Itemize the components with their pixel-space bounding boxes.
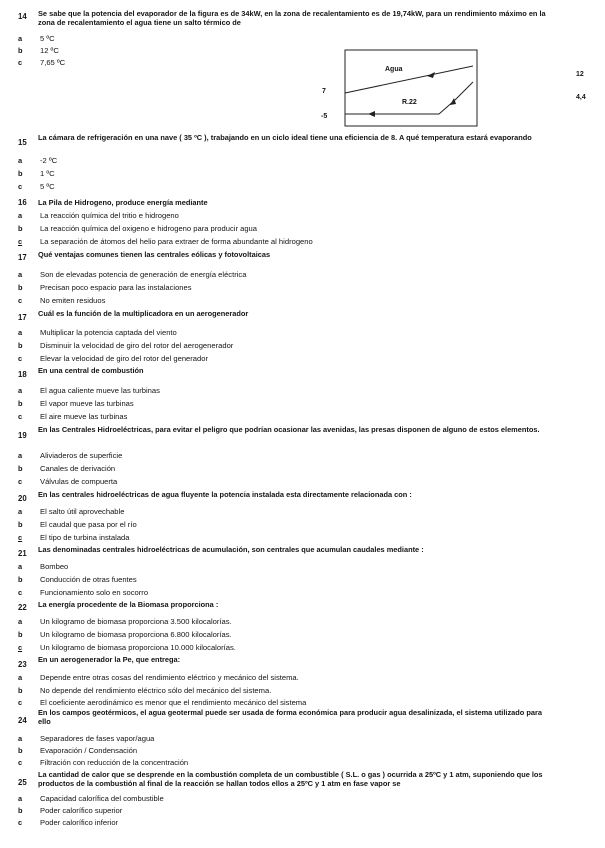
option-text: Multiplicar la potencia captada del viento [40,328,177,337]
answer-option [18,224,558,234]
question-number: 18 [18,370,27,379]
option-text: Válvulas de compuerta [40,477,118,486]
option-text: Separadores de fases vapor/agua [40,734,155,743]
option-letter: b [18,686,23,695]
option-text: No emiten residuos [40,296,106,305]
option-letter: c [18,477,23,486]
option-letter: a [18,617,23,626]
option-letter: c [18,354,23,363]
answer-option [18,562,558,572]
option-text: El aire mueve las turbinas [40,412,128,421]
answer-option [18,630,558,640]
option-text: El vapor mueve las turbinas [40,399,134,408]
question-number: 25 [18,778,27,787]
tick-label-bottom: -5 [321,113,328,120]
refrigerant-label: R.22 [402,99,417,106]
answer-option [18,296,558,306]
margin-note: 4,4 [576,94,586,101]
question-text: La energía procedente de la Biomasa proporciona : [38,600,219,609]
answer-option [18,575,558,585]
option-letter: c [18,588,23,597]
question-text: En una central de combustión [38,366,144,375]
answer-option [18,818,558,828]
option-text: 7,65 ºC [40,58,66,67]
answer-option [18,328,558,338]
diagram-frame [345,50,477,126]
answer-option [18,283,558,293]
option-text: -2 ºC [40,156,58,165]
question-number: 16 [18,198,27,207]
option-text: La separación de átomos del helio para extraer de forma abundante al hidrogeno [40,237,313,246]
answer-option [18,341,558,351]
answer-option [18,507,558,517]
option-letter: b [18,630,23,639]
option-letter: a [18,156,23,165]
answer-option [18,533,558,543]
question-number: 14 [18,12,27,21]
answer-option [18,734,558,744]
option-text: El salto útil aprovechable [40,507,125,516]
option-text: Capacidad calorífica del combustible [40,794,164,803]
option-letter: a [18,507,23,516]
option-letter: a [18,562,23,571]
option-text: Evaporación / Condensación [40,746,138,755]
answer-option [18,643,558,653]
question-text: Se sabe que la potencia del evaporador de la figura es de 34kW, en la zona de recalentamiento es de 19,74kW, para un rendimiento máximo en la zona de recalentamiento el agua tiene un salto térmico de [38,9,546,27]
question-text: Qué ventajas comunes tienen las centrales eólicas y fotovoltaicas [38,250,271,259]
option-text: El agua caliente mueve las turbinas [40,386,160,395]
option-text: Elevar la velocidad de giro del rotor del generador [40,354,209,363]
option-letter: b [18,399,23,408]
water-line [345,66,473,93]
question-number: 23 [18,660,27,669]
option-text: Bombeo [40,562,69,571]
answer-option [18,520,558,530]
option-letter: c [18,643,23,652]
question-number: 22 [18,603,27,612]
option-text: Un kilogramo de biomasa proporciona 10.000 kilocalorías. [40,643,236,652]
option-text: Filtración con reducción de la concentración [40,758,189,767]
option-text: 5 ºC [40,182,55,191]
question-text: En las centrales hidroeléctricas de agua fluyente la potencia instalada esta directamente relacionada con : [38,490,412,499]
question-text: Las denominadas centrales hidroeléctricas de acumulación, son centrales que acumulan caudales mediante : [38,545,424,554]
answer-option [18,169,558,179]
option-text: Disminuir la velocidad de giro del rotor del aerogenerador [40,341,234,350]
option-text: No depende del rendimiento eléctrico sólo del mecánico del sistema. [40,686,272,695]
answer-option [18,477,558,487]
answer-option [18,464,558,474]
option-text: 1 ºC [40,169,55,178]
option-text: Poder calorífico superior [40,806,123,815]
answer-option [18,386,558,396]
answer-option [18,270,558,280]
option-text: El tipo de turbina instalada [40,533,130,542]
option-letter: a [18,34,23,43]
option-letter: b [18,46,23,55]
question-number: 17 [18,253,27,262]
question-number: 15 [18,138,27,147]
option-letter: c [18,698,23,707]
option-letter: b [18,520,23,529]
option-text: Precisan poco espacio para las instalaciones [40,283,192,292]
question-text: La cámara de refrigeración en una nave ( 35 ºC ), trabajando en un ciclo ideal tiene una eficiencia de 8. A qué temperatura estará evaporando [38,133,532,142]
question-number: 24 [18,716,27,725]
option-letter: c [18,412,23,421]
answer-option [18,806,558,816]
refrigerant-rise-arrow-icon [450,98,456,105]
answer-option [18,451,558,461]
answer-option [18,211,558,221]
option-letter: c [18,182,23,191]
option-letter: c [18,237,23,246]
option-text: El caudal que pasa por el río [40,520,137,529]
option-letter: a [18,794,23,803]
option-letter: a [18,386,23,395]
question-number: 21 [18,549,27,558]
question-text: La cantidad de calor que se desprende en la combustión completa de un combustible ( S.L. o gas ) ocurrida a 25ºC y 1 atm, suponiendo que los productos de la combustión al final de la reacción se hallan todos ellos a 25ºC y 1 atm en fase vapor se [38,770,543,788]
answer-option [18,588,558,598]
option-letter: c [18,58,23,67]
answer-option [18,686,558,696]
option-text: Aliviaderos de superficie [40,451,123,460]
option-text: Un kilogramo de biomasa proporciona 3.500 kilocalorías. [40,617,232,626]
answer-option [18,354,558,364]
option-text: Poder calorífico inferior [40,818,119,827]
answer-option [18,182,558,192]
option-text: Canales de derivación [40,464,116,473]
option-letter: b [18,169,23,178]
answer-option [18,34,558,44]
answer-option [18,746,558,756]
option-text: La reacción química del oxigeno e hidrogeno para producir agua [40,224,257,233]
option-letter: b [18,575,23,584]
option-letter: c [18,758,23,767]
option-text: Son de elevadas potencia de generación de energía eléctrica [40,270,247,279]
option-letter: b [18,806,23,815]
question-number: 20 [18,494,27,503]
option-text: La reacción química del tritio e hidrogeno [40,211,179,220]
option-letter: b [18,341,23,350]
option-text: Depende entre otras cosas del rendimiento eléctrico y mecánico del sistema. [40,673,299,682]
option-letter: a [18,673,23,682]
answer-option [18,156,558,166]
option-letter: b [18,224,23,233]
evaporator-diagram-svg [335,48,480,130]
option-text: Funcionamiento solo en socorro [40,588,149,597]
option-letter: a [18,451,23,460]
tick-label-top: 7 [322,88,326,95]
answer-option [18,237,558,247]
option-letter: a [18,270,23,279]
option-letter: b [18,283,23,292]
option-text: 5 ºC [40,34,55,43]
answer-option [18,758,558,768]
margin-note: 12 [576,71,584,78]
option-text: Conducción de otras fuentes [40,575,137,584]
question-text: En los campos geotérmicos, el agua geotermal puede ser usada de forma económica para producir agua desalinizada, el sistema utilizado para ello [38,708,542,726]
option-text: 12 ºC [40,46,59,55]
option-text: El coeficiente aerodinámico es menor que el rendimiento mecánico del sistema [40,698,307,707]
option-letter: c [18,296,23,305]
question-text: En un aerogenerador la Pe, que entrega: [38,655,181,664]
answer-option [18,673,558,683]
option-letter: b [18,746,23,755]
option-text: Un kilogramo de biomasa proporciona 6.800 kilocalorías. [40,630,232,639]
option-letter: b [18,464,23,473]
option-letter: a [18,211,23,220]
answer-option [18,399,558,409]
answer-option [18,794,558,804]
evaporator-diagram [321,48,480,130]
question-number: 17 [18,313,27,322]
refrigerant-arrow-icon [368,111,375,117]
question-text: La Pila de Hidrogeno, produce energía mediante [38,198,208,207]
answer-option [18,412,558,422]
question-number: 19 [18,431,27,440]
answer-option [18,617,558,627]
water-label: Agua [385,66,403,73]
option-letter: a [18,734,23,743]
question-text: En las Centrales Hidroeléctricas, para evitar el peligro que podrían ocasionar las avenidas, las presas disponen de alguno de estos elementos. [38,425,540,434]
answer-option [18,698,558,708]
question-text: Cuál es la función de la multiplicadora en un aerogenerador [38,309,249,318]
option-letter: c [18,533,23,542]
option-letter: a [18,328,23,337]
option-letter: c [18,818,23,827]
